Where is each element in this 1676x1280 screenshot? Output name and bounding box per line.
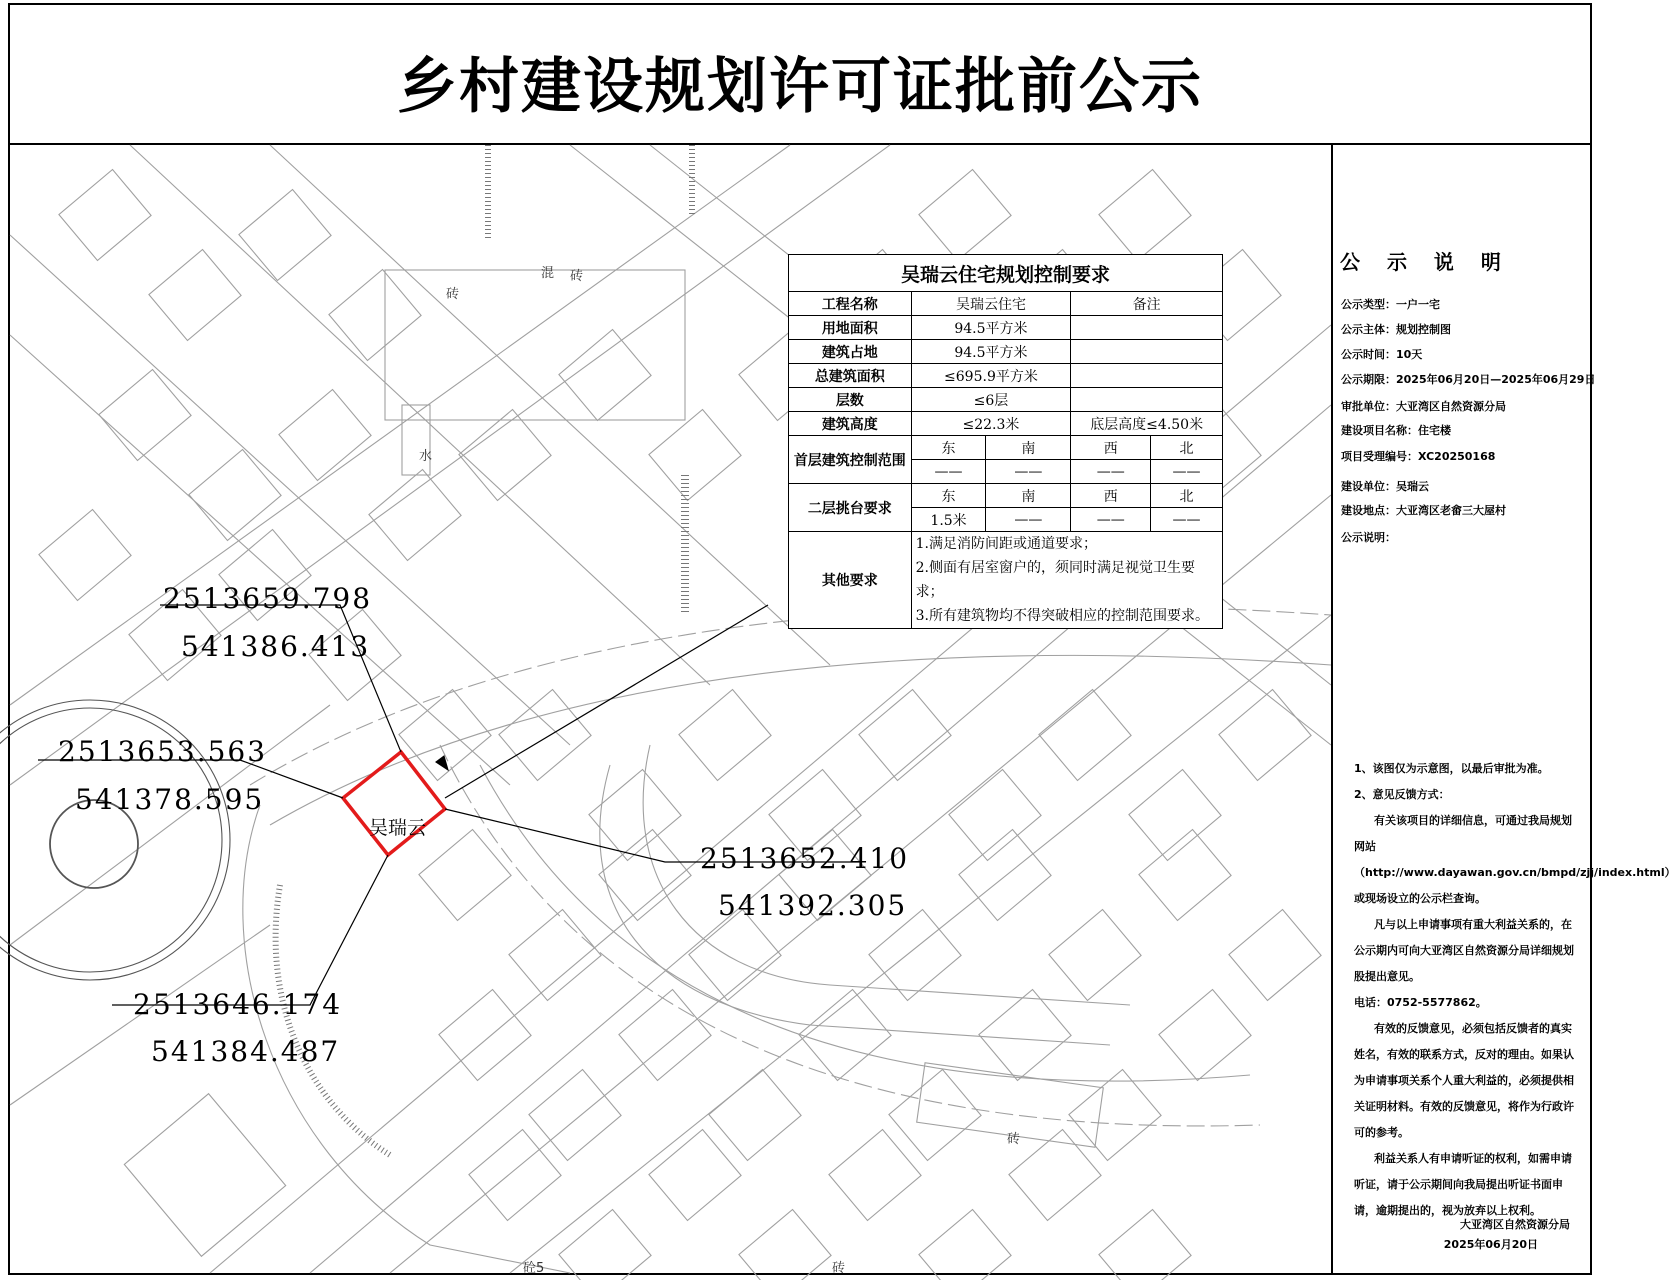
map-line-8 [459,410,551,501]
first-floor-dir-west: 西 [1071,436,1151,460]
map-label-brick-1: 砖 [446,287,460,302]
map-line-20 [1099,170,1191,261]
second-floor-dir-west: 西 [1071,484,1151,508]
map-line-47 [619,990,711,1081]
first-floor-dir-north: 北 [1151,436,1223,460]
other-requirements [911,532,1222,629]
map-line-53 [1159,990,1251,1081]
map-line-50 [889,1070,981,1161]
map-line-26 [499,690,591,781]
other-requirement-1: 1.满足消防间距或通道要求； [915,536,1097,552]
second-floor-val-south: —— [986,508,1071,532]
coord-north-3: 2513652.410 [700,842,910,875]
map-line-38 [689,910,781,1001]
map-line-2 [239,190,331,281]
map-line-5 [189,450,281,541]
row-label-project: 工程名称 [789,292,912,316]
map-line-6 [279,390,371,481]
project-name-value: 吴瑞云住宅 [911,292,1071,316]
row-label-first-floor: 首层建筑控制范围 [789,436,912,484]
first-floor-val-west: —— [1071,460,1151,484]
map-line-57 [739,1210,831,1280]
ground-floor-height: 底层高度≤4.50米 [1071,412,1223,436]
map-line-34 [1219,690,1311,781]
notice-approver: 审批单位：大亚湾区自然资源分局 [1341,400,1506,413]
notice-project-name: 建设项目名称：住宅楼 [1341,424,1451,437]
remark-header: 备注 [1071,292,1223,316]
coord-north-4: 2513646.174 [133,988,343,1021]
row-label-other: 其他要求 [789,532,912,629]
first-floor-val-south: —— [986,460,1071,484]
coord-east-4: 541384.487 [151,1035,341,1068]
map-line-9 [39,510,131,601]
map-line-3 [329,270,421,361]
notice-period: 公示期限：2025年06月20日—2025年06月29日 [1341,373,1596,386]
floor-area-value: ≤695.9平方米 [911,364,1071,388]
other-requirement-2: 2.侧面有居室窗户的，须同时满足视觉卫生要求； [915,560,1195,600]
floors-value: ≤6层 [911,388,1071,412]
row-label-land-area: 用地面积 [789,316,912,340]
map-line-0 [59,170,151,261]
other-requirement-3: 3.所有建筑物均不得突破相应的控制范围要求。 [915,608,1209,624]
map-line-1 [149,250,241,341]
second-floor-val-north: —— [1151,508,1223,532]
row-label-floors: 层数 [789,388,912,412]
row-label-floor-area: 总建筑面积 [789,364,912,388]
notice-explanation: 公示说明： [1341,531,1396,544]
map-label-brick-4: 砖 [832,1261,846,1276]
first-floor-dir-south: 南 [986,436,1071,460]
floors-remark [1071,388,1223,412]
notice-notes [1354,756,1676,1224]
land-area-remark [1071,316,1223,340]
first-floor-dir-east: 东 [911,436,986,460]
map-line-15 [649,410,741,501]
second-floor-val-east: 1.5米 [911,508,986,532]
notice-acceptance-no: 项目受理编号：XC20250168 [1341,450,1496,463]
note-4: 凡与以上申请事项有重大利益关系的，在公示期内可向大亚湾区自然资源分局详细规划股提出意见。 [1354,918,1574,983]
notice-type: 公示类型：一户一宅 [1341,298,1440,311]
title-band [8,3,1592,145]
coord-east-1: 541386.413 [181,630,371,663]
map-line-56 [649,1130,741,1221]
second-floor-val-west: —— [1071,508,1151,532]
map-line-67 [10,335,510,785]
map-line-66 [10,235,570,745]
map-line-36 [509,910,601,1001]
map-line-18 [919,170,1011,261]
map-line-77 [270,655,1331,825]
note-1: 1、该图仅为示意图，以最后审批为准。 [1354,762,1549,775]
map-line-58 [829,1130,921,1221]
notice-duration: 公示时间：10天 [1341,348,1423,361]
map-line-55 [559,1210,651,1280]
map-label-mixed: 混 [541,266,555,281]
map-line-28 [679,690,771,781]
page-title: 乡村建设规划许可证批前公示 [397,52,1203,122]
coord-north-2: 2513653.563 [58,735,268,768]
map-line-32 [1039,690,1131,781]
row-label-footprint: 建筑占地 [789,340,912,364]
signature-date: 2025年06月20日 [1443,1238,1538,1251]
map-line-81 [643,745,1130,1005]
map-line-7 [369,470,461,561]
coordinate-leader-5 [445,605,768,798]
map-label-concrete: 砼5 [523,1261,545,1276]
map-line-42 [1049,910,1141,1001]
second-floor-dir-south: 南 [986,484,1071,508]
map-line-60 [1009,1130,1101,1221]
map-line-93 [124,1094,285,1257]
map-line-63 [10,145,890,785]
map-line-49 [799,990,891,1081]
map-line-76 [250,606,1331,785]
second-floor-dir-north: 北 [1151,484,1223,508]
footprint-value: 94.5平方米 [911,340,1071,364]
map-label-water: 水 [419,449,433,464]
map-line-51 [979,990,1071,1081]
map-line-14 [559,330,651,421]
control-table-title: 吴瑞云住宅规划控制要求 [789,255,1223,292]
notice-subject: 公示主体：规划控制图 [1341,323,1451,336]
first-floor-val-north: —— [1151,460,1223,484]
coord-north-1: 2513659.798 [163,582,373,615]
notice-divider [1331,145,1333,1273]
map-line-59 [919,1210,1011,1280]
map-line-90 [385,270,685,420]
map-line-48 [709,1070,801,1161]
notice-builder: 建设单位：吴瑞云 [1341,480,1429,493]
note-5: 电话：0752-5577862。 [1354,996,1487,1009]
map-line-44 [1229,910,1321,1001]
map-line-79 [480,765,1250,1081]
note-3: 有关该项目的详细信息，可通过我局规划网站（http://www.dayawan.gov.cn/bmpd/zjj/index.html）或现场设立的公示栏查询。 [1354,814,1676,905]
control-table [788,254,1223,629]
map-line-4 [99,370,191,461]
coordinate-leader-1 [160,605,401,752]
map-line-61 [1099,1210,1191,1280]
first-floor-val-east: —— [911,460,986,484]
note-6: 有效的反馈意见，必须包括反馈者的真实姓名，有效的联系方式，反对的理由。如果认为申请事项关系个人重大利益的，必须提供相关证明材料。有效的反馈意见，将作为行政许可的参考。 [1354,1022,1574,1139]
row-label-second-floor: 二层挑台要求 [789,484,912,532]
notice-location: 建设地点：大亚湾区老畲三大屋村 [1341,504,1506,517]
map-label-brick-2: 砖 [570,269,584,284]
site-label: 吴瑞云 [369,817,427,839]
map-label-brick-3: 砖 [1007,1132,1021,1147]
note-2: 2、意见反馈方式： [1354,788,1450,801]
coord-east-2: 541378.595 [75,783,265,816]
second-floor-dir-east: 东 [911,484,986,508]
map-line-52 [1069,1070,1161,1161]
height-value: ≤22.3米 [911,412,1071,436]
footprint-remark [1071,340,1223,364]
land-area-value: 94.5平方米 [911,316,1071,340]
floor-area-remark [1071,364,1223,388]
map-line-62 [10,145,790,705]
map-line-45 [439,990,531,1081]
note-7: 利益关系人有申请听证的权利，如需申请听证，请于公示期间向我局提出听证书面申请，逾期提出的，视为放弃以上权利。 [1354,1152,1572,1217]
notice-heading: 公 示 说 明 [1340,250,1511,274]
map-line-91 [402,405,433,475]
row-label-height: 建筑高度 [789,412,912,436]
coord-east-3: 541392.305 [718,889,908,922]
signature-org: 大亚湾区自然资源分局 [1460,1218,1570,1231]
